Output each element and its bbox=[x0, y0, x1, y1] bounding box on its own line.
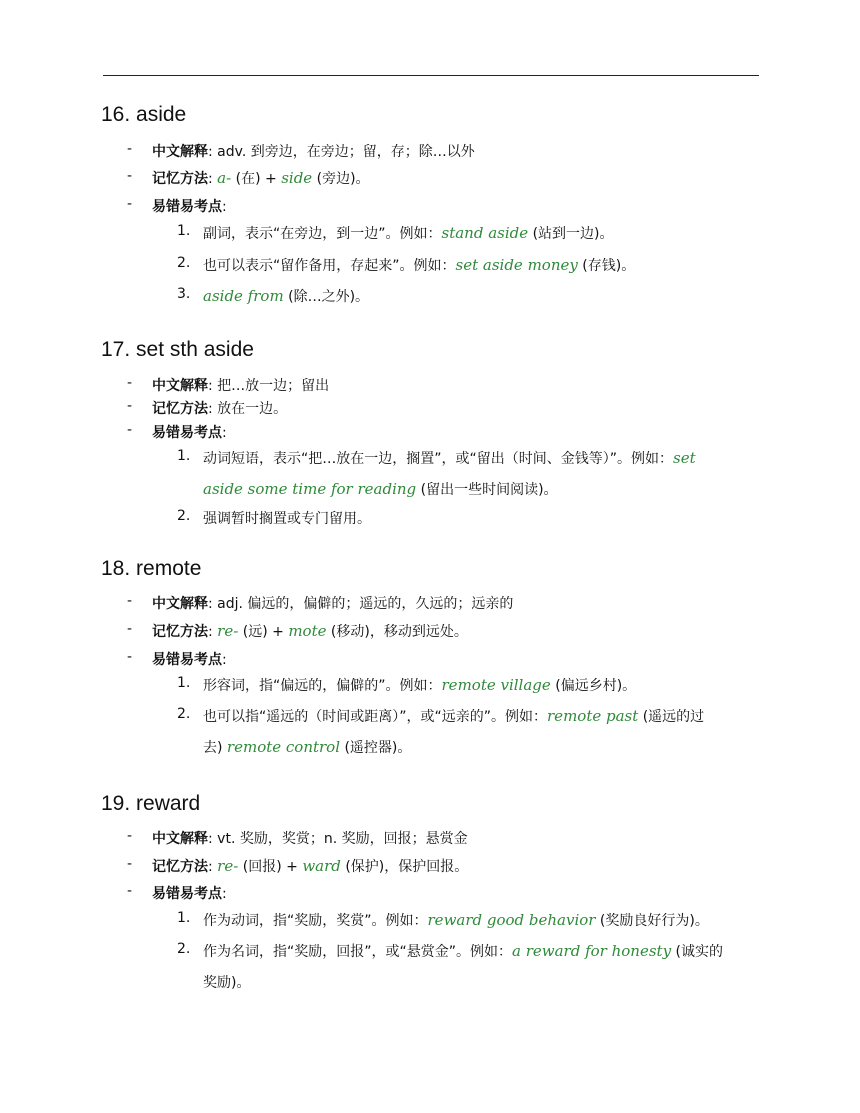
text-run: (除…之外)。 bbox=[283, 289, 370, 305]
bullet-dash: - bbox=[127, 375, 133, 391]
pitfalls-label: 易错易考点 bbox=[152, 199, 222, 215]
list-number: 3. bbox=[177, 286, 191, 302]
list-item-text bbox=[203, 255, 635, 275]
bullet-dash: - bbox=[127, 649, 133, 665]
list-number: 1. bbox=[177, 910, 191, 926]
meaning-label: 中文解释 bbox=[152, 831, 208, 847]
example-phrase: mote bbox=[288, 622, 327, 640]
memory-label: 记忆方法 bbox=[152, 859, 208, 875]
text-run: 动词短语，表示“把…放在一边，搁置”，或“留出（时间、金钱等）”。例如： bbox=[203, 451, 674, 467]
pitfalls-colon: : bbox=[222, 425, 227, 441]
text-run: (偏远乡村)。 bbox=[550, 678, 637, 694]
text-run: (在) + bbox=[231, 171, 282, 187]
text-run: 作为动词，指“奖励，奖赏”。例如： bbox=[203, 913, 428, 929]
list-number: 1. bbox=[177, 448, 191, 464]
pitfalls-label: 易错易考点 bbox=[152, 886, 222, 902]
example-phrase: a- bbox=[217, 169, 232, 187]
list-item-text bbox=[203, 737, 411, 757]
entry-heading: 19. reward bbox=[101, 792, 201, 815]
pitfalls-line bbox=[152, 883, 227, 903]
meaning-text: : adj. 偏远的，偏僻的；遥远的，久远的；远亲的 bbox=[208, 596, 514, 612]
memory-label: 记忆方法 bbox=[152, 624, 208, 640]
bullet-dash: - bbox=[127, 398, 133, 414]
meaning-label: 中文解释 bbox=[152, 144, 208, 160]
text-run: 强调暂时搁置或专门留用。 bbox=[203, 511, 371, 527]
bullet-dash: - bbox=[127, 168, 133, 184]
text-run: (回报) + bbox=[238, 859, 303, 875]
example-phrase: a reward for honesty bbox=[512, 942, 672, 960]
text-run: (存钱)。 bbox=[577, 258, 636, 274]
memory-line bbox=[152, 621, 468, 641]
example-phrase: remote village bbox=[441, 676, 551, 694]
memory-line bbox=[152, 168, 370, 188]
bullet-dash: - bbox=[127, 196, 133, 212]
text-run: 放在一边。 bbox=[217, 401, 288, 417]
example-phrase: remote past bbox=[547, 707, 639, 725]
text-run: 也可以指“遥远的（时间或距离）”，或“远亲的”。例如： bbox=[203, 709, 548, 725]
text-run: (旁边)。 bbox=[312, 171, 370, 187]
pitfalls-colon: : bbox=[222, 886, 227, 902]
memory-colon: : bbox=[208, 171, 218, 187]
memory-colon: : bbox=[208, 859, 218, 875]
bullet-dash: - bbox=[127, 883, 133, 899]
entry-heading: 17. set sth aside bbox=[101, 338, 254, 361]
example-phrase: aside some time for reading bbox=[203, 480, 417, 498]
list-number: 2. bbox=[177, 706, 191, 722]
text-run: 去) bbox=[203, 740, 227, 756]
bullet-dash: - bbox=[127, 828, 133, 844]
text-run: (远) + bbox=[238, 624, 289, 640]
list-item-text bbox=[203, 910, 709, 930]
memory-line bbox=[152, 856, 468, 876]
meaning-line bbox=[152, 375, 329, 395]
entry-heading: 16. aside bbox=[101, 103, 187, 126]
text-run: 作为名词，指“奖励，回报”，或“悬赏金”。例如： bbox=[203, 944, 513, 960]
text-run: (奖励良好行为)。 bbox=[595, 913, 709, 929]
memory-line bbox=[152, 398, 287, 418]
text-run: (移动)，移动到远处。 bbox=[326, 624, 468, 640]
bullet-dash: - bbox=[127, 422, 133, 438]
example-phrase: ward bbox=[302, 857, 341, 875]
pitfalls-label: 易错易考点 bbox=[152, 425, 222, 441]
memory-label: 记忆方法 bbox=[152, 171, 208, 187]
text-run: (站到一边)。 bbox=[528, 226, 614, 242]
memory-label: 记忆方法 bbox=[152, 401, 208, 417]
pitfalls-line bbox=[152, 196, 227, 216]
text-run: (遥控器)。 bbox=[340, 740, 412, 756]
meaning-label: 中文解释 bbox=[152, 596, 208, 612]
text-run: 也可以表示“留作备用，存起来”。例如： bbox=[203, 258, 456, 274]
meaning-text: : adv. 到旁边，在旁边；留，存；除…以外 bbox=[208, 144, 475, 160]
text-run: 形容词，指“偏远的，偏僻的”。例如： bbox=[203, 678, 442, 694]
text-run: 副词，表示“在旁边，到一边”。例如： bbox=[203, 226, 442, 242]
header-divider bbox=[103, 75, 759, 76]
bullet-dash: - bbox=[127, 856, 133, 872]
meaning-line bbox=[152, 593, 513, 613]
meaning-line bbox=[152, 141, 475, 161]
example-phrase: set aside money bbox=[455, 256, 578, 274]
pitfalls-colon: : bbox=[222, 199, 227, 215]
bullet-dash: - bbox=[127, 593, 133, 609]
pitfalls-colon: : bbox=[222, 652, 227, 668]
meaning-text: : vt. 奖励，奖赏；n. 奖励，回报；悬赏金 bbox=[208, 831, 468, 847]
bullet-dash: - bbox=[127, 621, 133, 637]
text-run: (保护)，保护回报。 bbox=[340, 859, 469, 875]
list-item-text bbox=[203, 706, 704, 726]
pitfalls-line bbox=[152, 422, 227, 442]
list-item-text bbox=[203, 448, 696, 468]
example-phrase: set bbox=[673, 449, 696, 467]
example-phrase: stand aside bbox=[441, 224, 529, 242]
example-phrase: re- bbox=[217, 857, 239, 875]
meaning-label: 中文解释 bbox=[152, 378, 208, 394]
list-item-text bbox=[203, 286, 369, 306]
list-item-text bbox=[203, 223, 614, 243]
bullet-dash: - bbox=[127, 141, 133, 157]
text-run: 奖励)。 bbox=[203, 975, 251, 991]
pitfalls-line bbox=[152, 649, 227, 669]
list-number: 2. bbox=[177, 941, 191, 957]
list-item-text bbox=[203, 675, 636, 695]
example-phrase: remote control bbox=[226, 738, 341, 756]
list-item-text bbox=[203, 508, 371, 528]
text-run: (遥远的过 bbox=[638, 709, 705, 725]
text-run: (留出一些时间阅读)。 bbox=[416, 482, 558, 498]
example-phrase: reward good behavior bbox=[427, 911, 596, 929]
list-item-text bbox=[203, 972, 250, 992]
list-number: 2. bbox=[177, 508, 191, 524]
list-number: 2. bbox=[177, 255, 191, 271]
example-phrase: side bbox=[281, 169, 313, 187]
meaning-text: : 把…放一边；留出 bbox=[208, 378, 330, 394]
example-phrase: re- bbox=[217, 622, 239, 640]
pitfalls-label: 易错易考点 bbox=[152, 652, 222, 668]
list-number: 1. bbox=[177, 675, 191, 691]
memory-colon: : bbox=[208, 401, 218, 417]
list-item-text bbox=[203, 941, 723, 961]
list-item-text bbox=[203, 479, 558, 499]
entry-heading: 18. remote bbox=[101, 557, 202, 580]
example-phrase: aside from bbox=[203, 287, 284, 305]
text-run: (诚实的 bbox=[671, 944, 723, 960]
memory-colon: : bbox=[208, 624, 218, 640]
meaning-line bbox=[152, 828, 468, 848]
list-number: 1. bbox=[177, 223, 191, 239]
